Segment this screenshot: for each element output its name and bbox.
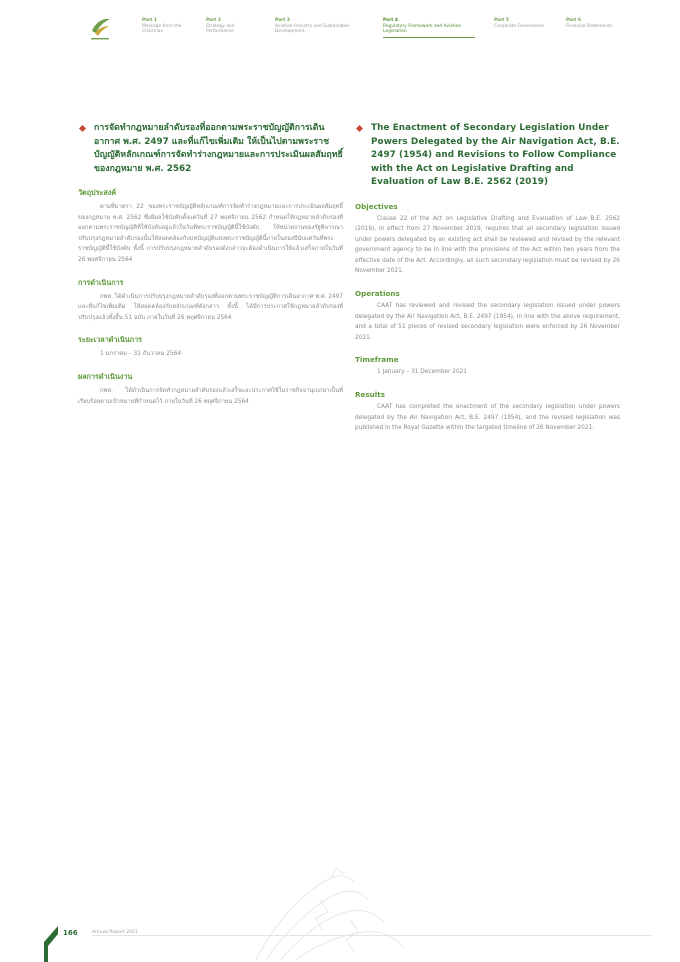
nav-part-6[interactable]: Part 6 Financial Statements (566, 18, 613, 29)
nav-part-5[interactable]: Part 5 Corporate Governance (494, 18, 544, 29)
english-results-text: CAAT has completed the enactment of the secondary legislation under powers delegated by the Air Navigation Act, B.E. 2497 (1954), and the revised legislation was published in the Royal Gazette within the targeted timeline of 26 November 2021. (355, 404, 620, 432)
english-timeframe-text: 1 January – 31 December 2021 (377, 369, 467, 376)
english-operations-text: CAAT has reviewed and revised the secondary legislation issued under powers delegated by the Air Navigation Act, B.E. 2497 (1954), in line with the above requirement, and a total of 51 pieces of revised secondary legislation were enforced by 26 November 2021. (355, 303, 620, 341)
footer-document-title: Annual Report 2021 (92, 930, 138, 935)
page-number: 166 (63, 929, 78, 937)
thai-operations-text: กพท. ได้ดำเนินการปรับปรุงกฎหมายลำดับรองที่ออกตามพระราชบัญญัติการเดินอากาศ พ.ศ. 2497 และที่แก้ไขเพิ่มเติม ให้สอดคล้องกับหลักเกณฑ์ดังกล่าว ทั้งนี้ ได้มีการประกาศใช้กฎหมายลำดับรองที่ปรับปรุงแล้วทั้งสิ้น 51 ฉบับ ภายในวันที่ 26 พฤศจิกายน 2564 (78, 293, 343, 321)
english-section-title: The Enactment of Secondary Legislation Under Powers Delegated by the Air Navigation Act, B.E. 2497 (1954) and Revisions to Follow Compliance with the Act on Legislative Drafting and Evaluation of Law B.E. 2562 (2019) (355, 122, 620, 190)
nav-part-3[interactable]: Part 3 Aviation Industry and Sustainable Development (275, 18, 349, 34)
thai-section-title: การจัดทำกฎหมายลำดับรองที่ออกตามพระราชบัญญัติการเดินอากาศ พ.ศ. 2497 และที่แก้ไขเพิ่มเติม ให้เป็นไปตามพระราชบัญญัติหลักเกณฑ์การจัดทำร่างกฎหมายและการประเมินผลสัมฤทธิ์ของกฎหมาย พ.ศ. 2562 (78, 122, 343, 176)
nav-part-4[interactable]: Part 4 Regulatory Framework and Aviation Legislation (383, 18, 475, 35)
nav-part-1[interactable]: Part 1 Message from the Chairman (142, 18, 182, 34)
thai-timeframe-text: 1 มกราคม – 31 ธันวาคม 2564 (100, 351, 182, 358)
thai-timeframe-heading: ระยะเวลาดำเนินการ (78, 335, 142, 345)
thai-operations-heading: การดำเนินการ (78, 277, 124, 287)
thai-objectives-text: ตามที่มาตรา 22 ของพระราชบัญญัติหลักเกณฑ์การจัดทำร่างกฎหมายและการประเมินผลสัมฤทธิ์ของกฎหมาย พ.ศ. 2562 ซึ่งมีผลใช้บังคับตั้งแต่วันที่ 27 พฤศจิกายน 2562 กำหนดให้กฎหมายลำดับรองที่ออกตามพระราชบัญญัติที่ใช้บังคับอยู่แล้วในวันที่พระราชบัญญัตินี้ใช้บังคับ ให้หน่วยงานของรัฐพิจารณาปรับปรุงกฎหมายลำดับรองนั้นให้สอดคล้องกับบทบัญญัติแห่งพระราชบัญญัตินี้ภายในสองปีนับแต่วันที่พระราชบัญญัตินี้ใช้บังคับ ทั้งนี้ การปรับปรุงกฎหมายลำดับรองดังกล่าวจะต้องดำเนินการให้แล้วเสร็จภายในวันที่ 26 พฤศจิกายน 2564 (78, 204, 343, 263)
english-operations-heading: Operations (355, 289, 400, 299)
english-timeframe-heading: Timeframe (355, 355, 399, 365)
corner-accent-icon (44, 918, 58, 962)
thai-results-text: กพท. ได้ดำเนินการจัดทำกฎหมายลำดับรองแล้วเสร็จและประกาศใช้ในราชกิจจานุเบกษาเป็นที่เรียบร้อยตามเป้าหมายที่กำหนดไว้ ภายในวันที่ 26 พฤศจิกายน 2564 (78, 387, 343, 405)
page-header (0, 0, 680, 48)
footer-divider (92, 935, 652, 936)
diamond-bullet-icon (356, 125, 363, 132)
english-objectives-text: Clause 22 of the Act on Legislative Drafting and Evaluation of Law B.E. 2562 (2019), in effect from 27 November 2019, requires that all secondary legislation issued under powers delegated by an existing act shall be reviewed and revised by the relevant government agency to be in line with the provisions of the Act within two years from the effective date of the Act. Accordingly, all such secondary legislation must be revised by 26 November 2021. (355, 215, 620, 275)
english-column (355, 122, 620, 434)
caat-logo-icon (86, 13, 114, 43)
diamond-bullet-icon (79, 125, 86, 132)
thai-results-heading: ผลการดำเนินงาน (78, 371, 133, 381)
nav-part-2[interactable]: Part 2 Strategy and Performance (206, 18, 235, 34)
decorative-line-art-watermark (236, 860, 416, 962)
thai-column (78, 122, 343, 407)
thai-objectives-heading: วัตถุประสงค์ (78, 188, 117, 197)
english-objectives-heading: Objectives (355, 201, 398, 211)
english-results-heading: Results (355, 390, 385, 400)
